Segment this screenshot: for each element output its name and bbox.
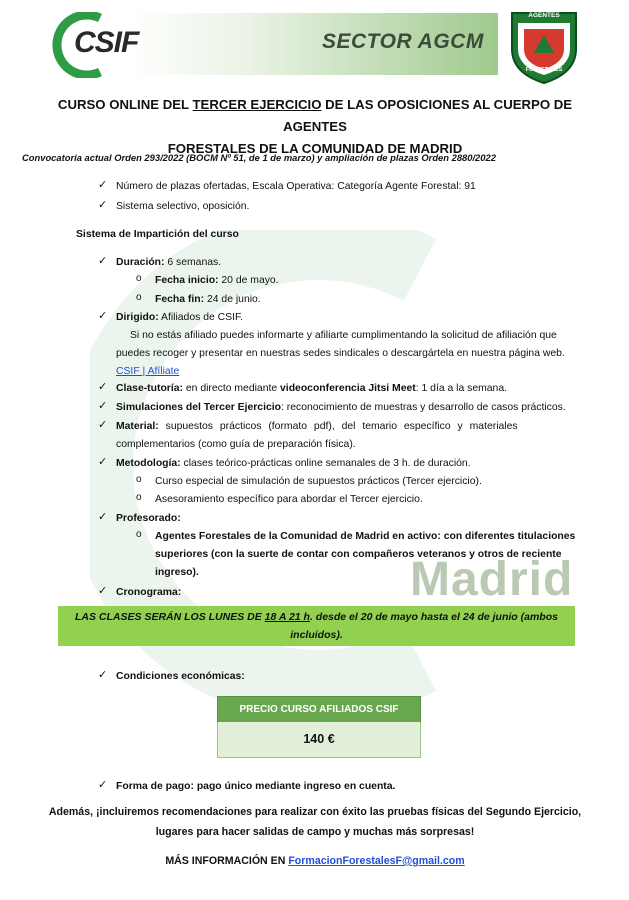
circle-bullet-icon: o [136, 492, 142, 503]
material-line-2: complementarios (como guía de preparación física). [116, 439, 356, 450]
circle-bullet-icon: o [136, 273, 142, 284]
agentes-forestales-badge [508, 9, 580, 85]
page-title: CURSO ONLINE DEL TERCER EJERCICIO DE LAS OPOSICIONES AL CUERPO DE AGENTES FORESTALES DE LA COMUNIDAD DE MADRID [57, 97, 573, 156]
material-item: Material: supuestos prácticos (formato pdf), del temario específico y materiales [116, 421, 518, 432]
afiliate-link[interactable]: CSIF | Afíliate [116, 366, 180, 377]
price-value: 140 € [217, 722, 421, 758]
csif-logo-text: CSIF [74, 26, 139, 59]
fecha-inicio-item: Fecha inicio: 20 de mayo. [155, 275, 279, 286]
profesorado-sub-2: superiores (con la suerte de contar con compañeros veteranos y otros de reciente [155, 549, 562, 560]
condiciones-item: Condiciones económicas: [116, 671, 245, 682]
email-link[interactable]: FormacionForestalesF@gmail.com [288, 855, 465, 867]
check-icon: ✓ [98, 456, 108, 468]
mas-informacion: MÁS INFORMACIÓN EN FormacionForestalesF@gmail.com [165, 855, 465, 867]
metodologia-item: Metodología: clases teórico-prácticas online semanales de 3 h. de duración. [116, 458, 471, 469]
badge-top-text: AGENTES [528, 12, 560, 19]
check-icon: ✓ [98, 779, 108, 791]
check-icon: ✓ [98, 381, 108, 393]
sistema-selectivo-text: Sistema selectivo, oposición. [116, 201, 250, 212]
section-title: Sistema de Impartición del curso [76, 229, 239, 240]
clase-tutoria-item: Clase-tutoría: en directo mediante videoconferencia Jitsi Meet: 1 día a la semana. [116, 383, 507, 394]
duracion-item: Duración: 6 semanas. [116, 257, 222, 268]
check-icon: ✓ [98, 419, 108, 431]
circle-bullet-icon: o [136, 529, 142, 540]
afiliacion-text-2: puedes recoger y presentar en nuestras sedes sindicales o descargártela en nuestra página web. [116, 348, 565, 359]
plazas-text: Número de plazas ofertadas, Escala Operativa: Categoría Agente Forestal: 91 [116, 181, 476, 192]
ademas-text-1: Además, ¡incluiremos recomendaciones para realizar con éxito las pruebas físicas del Segundo Ejercicio, [48, 806, 582, 818]
profesorado-sub-3: ingreso). [155, 567, 199, 578]
check-icon: ✓ [98, 199, 108, 211]
metodologia-sub-2: Asesoramiento específico para abordar el Tercer ejercicio. [155, 494, 423, 505]
profesorado-sub-1: Agentes Forestales de la Comunidad de Madrid en activo: con diferentes titulaciones [155, 531, 576, 542]
convocatoria-text: Convocatoria actual Orden 293/2022 (BOCM Nº 51, de 1 de marzo) y ampliación de plazas Orden 2880/2022 [22, 152, 496, 163]
check-icon: ✓ [98, 400, 108, 412]
price-table-header: PRECIO CURSO AFILIADOS CSIF [217, 696, 421, 724]
fecha-fin-item: Fecha fin: 24 de junio. [155, 294, 261, 305]
metodologia-sub-1: Curso especial de simulación de supuestos prácticos (Tercer ejercicio). [155, 476, 482, 487]
simulaciones-item: Simulaciones del Tercer Ejercicio: reconocimiento de muestras y desarrollo de casos prácticos. [116, 402, 566, 413]
afiliacion-text-1: Si no estás afiliado puedes informarte y afiliarte cumplimentando la solicitud de afiliación que [130, 330, 557, 341]
dirigido-item: Dirigido: Afiliados de CSIF. [116, 312, 244, 323]
check-icon: ✓ [98, 255, 108, 267]
badge-bottom-text: FORESTALES [525, 67, 563, 73]
watermark-madrid: Madrid [410, 553, 574, 606]
schedule-box: LAS CLASES SERÁN LOS LUNES DE 18 A 21 h. desde el 20 de mayo hasta el 24 de junio (ambos incluidos). [58, 606, 575, 646]
check-icon: ✓ [98, 585, 108, 597]
ademas-text-2: lugares para hacer salidas de campo y muchas más sorpresas! [155, 826, 475, 838]
check-icon: ✓ [98, 511, 108, 523]
check-icon: ✓ [98, 179, 108, 191]
check-icon: ✓ [98, 669, 108, 681]
check-icon: ✓ [98, 310, 108, 322]
circle-bullet-icon: o [136, 474, 142, 485]
sector-title: SECTOR AGCM [322, 30, 484, 53]
profesorado-item: Profesorado: [116, 513, 181, 524]
cronograma-item: Cronograma: [116, 587, 182, 598]
circle-bullet-icon: o [136, 292, 142, 303]
forma-pago-item: Forma de pago: pago único mediante ingreso en cuenta. [116, 781, 396, 792]
